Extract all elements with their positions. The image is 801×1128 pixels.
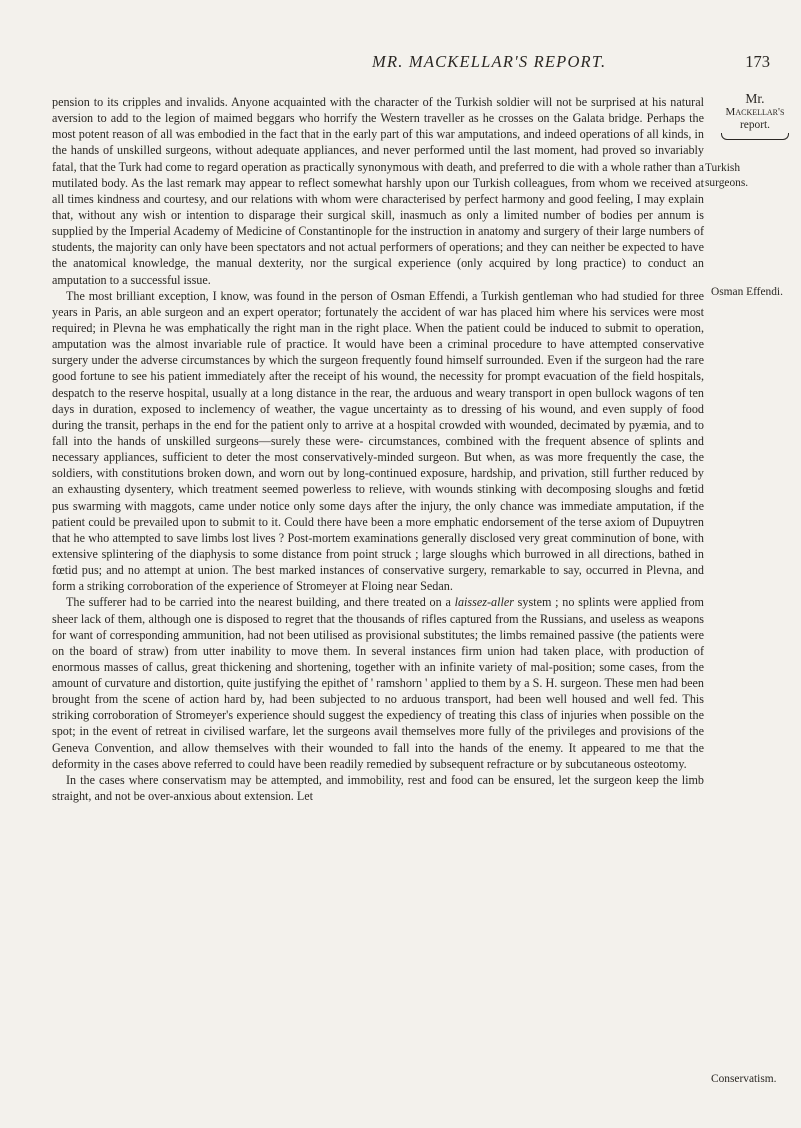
italic-phrase: laissez-aller <box>454 595 514 610</box>
paragraph-text: system ; no splints were applied from sheer lack of them, although one is disposed to regret that the thousands of rifles captured from the Russians, and useless as weapons for want of corresponding ammunition, had not been utilised as provisional substitutes; the limbs remained passive (the patients were on the board of straw) from utter inability to move them. In several instances firm union had taken place, with production of enormous masses of callus, great thickening and shortening, together with an infinite variety of mal-position; some cases, from the amount of curvature and distortion, quite justifying the epithet of ' ramshorn ' applied to them by a S. H. surgeon. These men had been brought from the scene of action hard by, had been subjected to no arduous transport, had been well housed and well fed. This striking corroboration of Stromeyer's experience should suggest the expediency of treating this class of injuries when possible on the spot; in the event of retreat in civilised warfare, let the surgeons avail themselves more fully of the privileges and provisions of the Geneva Convention, and allow themselves with their wounded to fall into the hands of the enemy. It appeared to me that the deformity in the cases above referred to could have been readily remedied by subsequent refracture or by subcutaneous osteotomy. <box>52 595 704 771</box>
page-header <box>52 52 800 76</box>
paragraph-text: The sufferer had to be carried into the nearest building, and there treated on a <box>66 595 455 610</box>
margin-note-osman-effendi: Osman Effendi. <box>711 286 783 298</box>
paragraph <box>52 594 704 772</box>
running-head: MR. MACKELLAR'S REPORT. <box>372 52 607 71</box>
margin-note-line: Turkish <box>705 162 741 174</box>
page-number: 173 <box>745 52 770 71</box>
margin-note-mackellar-report <box>711 92 799 140</box>
paragraph: pension to its cripples and invalids. Anyone acquainted with the character of the Turkish soldier will not be surprised at his natural aversion to add to the legion of maimed beggars who horrify the Western traveller as he crosses on the Galata bridge. Perhaps the most potent reason of all was embodied in the fact that in the early part of this war amputations, and indeed operations of all kinds, in the hands of unskilled surgeons, without adequate appliances, and never performed until the last moment, had proved so invariably fatal, that the Turk had come to regard operation as practically synonymous with death, and preferred to die with a whole rather than a mutilated body. As the last remark may appear to reflect somewhat harshly upon our Turkish colleagues, from whom we received at all times kindness and courtesy, and our relations with whom were characterised by perfect harmony and good feeling, I may explain that, without any wish or intention to disparage their surgical skill, inasmuch as only a limited number of bodies per annum is supplied by the Imperial Academy of Medicine of Constantinople for the instruction in anatomy and surgery of their large numbers of students, the majority can only have been spectators and not actual performers of operations; and they can neither be expected to have the anatomical knowledge, the manual dexterity, nor the surgical experience (only acquired by long practice) to conduct an amputation to a successful issue. <box>52 95 704 287</box>
margin-note-line: Mr. <box>745 91 765 106</box>
margin-note-line: surgeons. <box>705 177 749 189</box>
paragraph: The most brilliant exception, I know, was found in the person of Osman Effendi, a Turkish gentleman who had studied for three years in Paris, an able surgeon and an expert operator; fortunately the accident of war has placed him where his services were most required; in Plevna he was emphatically the right man in the right place. When the patient could be induced to submit to operation, amputation was the almost invariable rule of practice. It would have been a criminal procedure to have attempted conservative surgery under the adverse circumstances by which the surgeon frequently found himself surrounded. Even if the surgeon had the rare good fortune to see his patient immediately after the receipt of his wound, the necessity for prompt evacuation of the field hospitals, despatch to the reserve hospital, usually at a long distance in the rear, the arduous and weary transport in open bullock wagons of ten days in duration, exposed to inclemency of weather, the vague uncertainty as to dressing of his wound, and even supply of food during the transit, perhaps in the end for the patient only to arrive at a hospital crowded with wounded, decimated by pyæmia, and to fall into the hands of unskilled surgeons—surely these were- circumstances, combined with the frequent absence of splints and necessary appliances, sufficient to deter the most conservatively-minded surgeon. But when, as was more frequently the case, the soldiers, with constitutions broken down, and worn out by long-continued exposure, hardship, and privation, still further reduced by an exhausting dysentery, which treatment seemed powerless to relieve, with wounds stinking with decomposing sloughs and fœtid pus swarming with maggots, came under notice only some days after the injury, the only chance was immediate amputation, if the patient could be prevailed upon to submit to it. Could there have been a more emphatic endorsement of the terse axiom of Dupuytren that he who attempted to save limbs lost lives ? Post-mortem examinations generally disclosed very great comminution of bone, with extensive splintering of the diaphysis to some distance from point struck ; large sloughs which burrowed in all directions, bathed in fœtid pus; and no attempt at union. The best marked instances of conservative surgery, remarkable to say, occurred in Plevna, and form a striking corroboration of the experience of Stromeyer at Floing near Sedan. <box>52 288 704 594</box>
margin-note-conservatism: Conservatism. <box>711 1073 777 1085</box>
body-text <box>52 94 704 804</box>
margin-note-line: Mackellar's <box>725 105 785 118</box>
margin-note-turkish-surgeons <box>705 161 793 191</box>
paragraph: In the cases where conservatism may be attempted, and immobility, rest and food can be ensured, let the surgeon keep the limb straight, and not be over-anxious about extension. Let <box>52 772 704 804</box>
brace-mark <box>721 133 789 140</box>
margin-note-line: report. <box>739 119 771 131</box>
